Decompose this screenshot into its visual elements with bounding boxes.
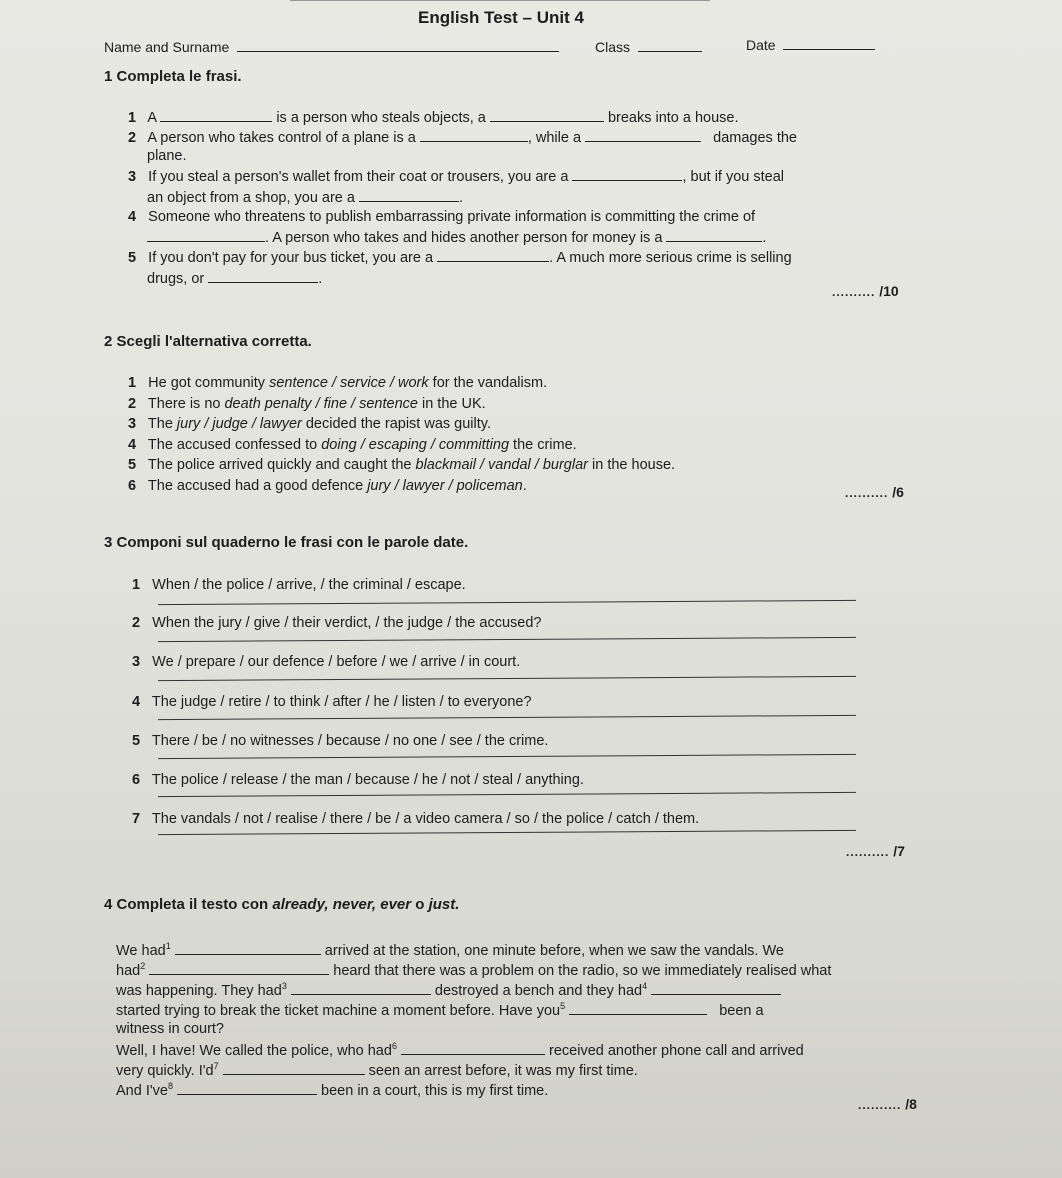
s4-blank-7[interactable] [223,1062,365,1075]
s4-line-5: witness in court? [116,1021,224,1037]
s3-answer-line[interactable] [158,715,856,720]
s1-question-2: 2 A person who takes control of a plane is a , while a damages the [128,130,797,146]
s1-q5-blank-1[interactable] [437,249,549,262]
s2-item-options[interactable]: doing / escaping / committing [321,436,510,453]
date-label: Date [746,37,776,53]
s3-answer-line[interactable] [158,753,856,758]
s1-q3-continuation: an object from a shop, you are a . [147,190,464,206]
s2-item-options[interactable]: jury / lawyer / policeman [367,477,523,494]
top-edge-line [290,0,710,1]
class-blank[interactable] [638,39,702,52]
s3-item: 5 There / be / no witnesses / because / no one / see / the crime. [132,733,549,749]
s1-question-5: 5 If you don't pay for your bus ticket, you are a . A much more serious crime is selling [128,250,792,266]
s1-question-4: 4 Someone who threatens to publish embarrassing private information is committing the crime of [128,209,756,225]
s3-item: 2 When the jury / give / their verdict, / the judge / the accused? [132,615,542,631]
section-3-heading: 3 Componi sul quaderno le frasi con le parole date. [104,534,469,551]
s4-line-1: We had$^1$ arrived at the station, one minute before, when we saw the vandals. We [116,941,784,959]
s3-answer-line[interactable] [158,600,856,605]
s2-item: 1 He got community sentence / service / work for the vandalism. [128,375,548,391]
s1-q1-blank-1[interactable] [160,109,272,122]
s1-q4-continuation: . A person who takes and hides another person for money is a . [147,229,766,246]
s4-line-3: was happening. They had$^3$ destroyed a bench and they had$^4$ [116,981,781,999]
s1-q4-blank-2[interactable] [666,229,762,242]
s1-q1-blank-2[interactable] [490,109,604,122]
date-blank[interactable] [783,37,875,50]
class-label: Class [595,39,631,55]
s4-blank-1[interactable] [175,942,321,955]
section-4-heading: 4 Completa il testo con already, never, ever o just. [104,896,460,913]
s3-answer-line[interactable] [158,792,856,797]
s3-item: 3 We / prepare / our defence / before / we / arrive / in court. [132,654,521,670]
s1-q2-blank-1[interactable] [420,129,528,142]
s2-score: .......... /6 [845,484,904,500]
s4-blank-8[interactable] [177,1082,317,1095]
s4-blank-2[interactable] [149,962,329,975]
s2-item-options[interactable]: jury / judge / lawyer [176,416,302,432]
s4-blank-5[interactable] [569,1002,707,1015]
s1-score: .......... /10 [832,283,899,299]
s1-q3-blank-2[interactable] [359,189,459,202]
s4-blank-3[interactable] [291,982,431,995]
s4-line-7: very quickly. $I'd^7$ seen an arrest before, it was my first time. [116,1061,638,1079]
s3-item: 6 The police / release / the man / because / he / not / steal / anything. [132,772,584,788]
s3-item: 1 When / the police / arrive, / the criminal / escape. [132,577,466,593]
s1-q5-blank-2[interactable] [208,270,318,283]
s1-q5-continuation: drugs, or . [147,271,323,287]
s1-question-3: 3 If you steal a person's wallet from their coat or trousers, you are a , but if you steal [128,169,785,185]
s2-item: 6 The accused had a good defence jury / lawyer / policeman. [128,477,527,494]
s4-blank-4[interactable] [651,982,781,995]
s1-q3-blank-1[interactable] [572,168,682,181]
s2-item: 5 The police arrived quickly and caught the blackmail / vandal / burglar in the house. [128,457,676,473]
s4-line-8: And $I've^8$ been in a court, this is my first time. [116,1081,549,1099]
date-field[interactable] [746,37,875,53]
s2-item: 4 The accused confessed to doing / escaping / committing the crime. [128,436,577,453]
s1-q2-continuation: plane. [147,148,187,164]
class-field[interactable] [595,39,702,55]
name-field[interactable] [104,39,559,55]
s2-item-options[interactable]: blackmail / vandal / burglar [415,457,588,473]
s3-score: .......... /7 [846,843,905,859]
s3-answer-line[interactable] [158,676,856,681]
s3-answer-line[interactable] [158,637,856,642]
s1-q4-blank-1[interactable] [147,229,265,242]
s3-item: 4 The judge / retire / to think / after / he / listen / to everyone? [132,694,532,710]
page-title: English Test – Unit 4 [418,8,584,27]
s2-item: 2 There is no death penalty / fine / sentence in the UK. [128,395,486,412]
section-2-heading: 2 Scegli l'alternativa corretta. [104,333,312,350]
s1-q2-blank-2[interactable] [585,129,701,142]
s4-score: .......... /8 [858,1096,917,1112]
s2-item-options[interactable]: death penalty / fine / sentence [224,395,418,412]
s4-line-4: started trying to break the ticket machine a moment before. Have you$^5$ been a [116,1001,764,1019]
section-1-heading: 1 Completa le frasi. [104,68,242,85]
s2-item-options[interactable]: sentence / service / work [269,375,429,391]
s4-line-6: Well, I have! We called the police, who had$^6$ received another phone call and arrived [116,1041,804,1059]
name-blank[interactable] [237,39,559,52]
s1-question-1: 1 A is a person who steals objects, a breaks into a house. [128,110,739,126]
s3-answer-line[interactable] [158,830,856,835]
name-label: Name and Surname [104,39,230,55]
s2-item: 3 The jury / judge / lawyer decided the rapist was guilty. [128,416,491,432]
s4-blank-6[interactable] [401,1042,545,1055]
s3-item: 7 The vandals / not / realise / there / be / a video camera / so / the police / catch / them. [132,811,700,827]
s4-line-2: had$^2$ heard that there was a problem on the radio, so we immediately realised what [116,961,832,979]
